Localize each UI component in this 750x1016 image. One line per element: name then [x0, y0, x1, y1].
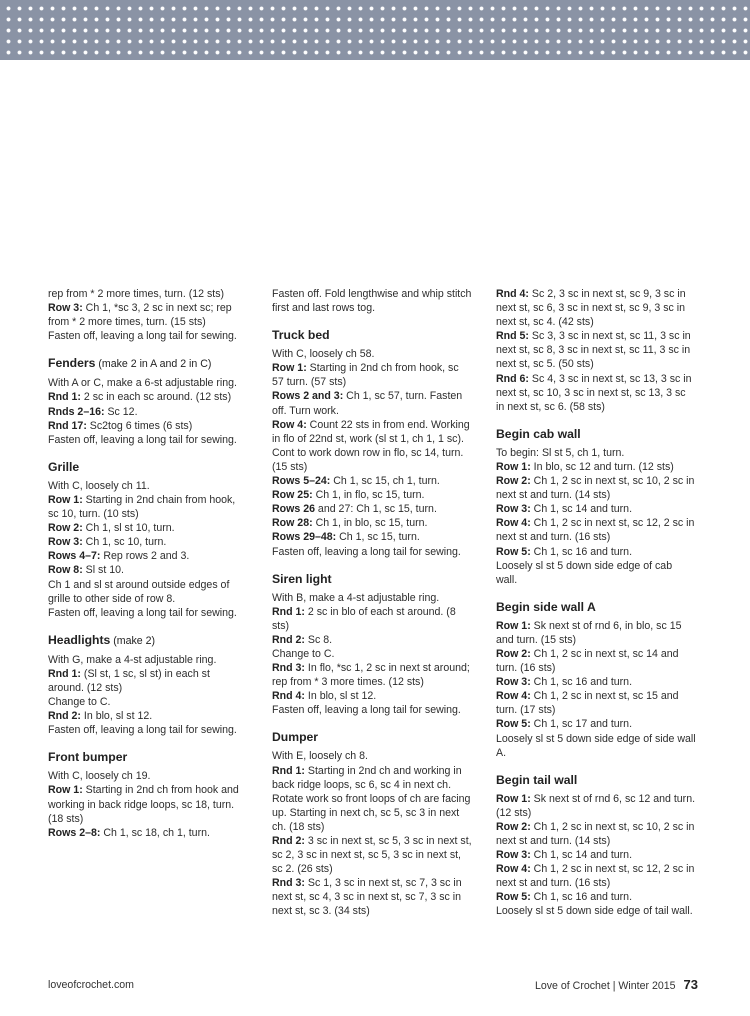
- footer-separator: |: [609, 980, 619, 992]
- instruction-line: [48, 433, 248, 447]
- column-1: [48, 287, 248, 840]
- instruction-line: [496, 502, 696, 516]
- section-heading-text: Front bumper: [48, 750, 128, 765]
- instruction-text: Ch 1, sc 16 and turn.: [530, 545, 633, 558]
- page-number: 73: [683, 977, 698, 992]
- instruction-line: [272, 633, 472, 647]
- instruction-line: [272, 474, 472, 488]
- instruction-line: [48, 376, 248, 390]
- instruction-line: [48, 563, 248, 577]
- section-heading-text: Begin cab wall: [496, 426, 581, 441]
- instruction-label: Row 5:: [496, 545, 531, 558]
- instruction-label: Row 4:: [496, 690, 531, 703]
- instruction-text: Ch 1, sc 15, turn.: [336, 531, 420, 544]
- instruction-line: [48, 667, 248, 695]
- instruction-line: [272, 689, 472, 703]
- section-heading-text: Begin tail wall: [496, 772, 578, 787]
- instruction-label: Row 1:: [496, 619, 531, 632]
- instruction-label: Row 3:: [48, 536, 83, 549]
- instruction-line: [272, 389, 472, 417]
- instruction-text: Fasten off, leaving a long tail for sewing.: [272, 704, 461, 717]
- instruction-label: Row 3:: [48, 302, 83, 315]
- instruction-label: Rnd 1:: [272, 605, 305, 618]
- section-heading: [272, 572, 472, 587]
- instruction-line: [48, 301, 248, 329]
- instruction-label: Rows 2 and 3:: [272, 390, 344, 403]
- instruction-line: [272, 347, 472, 361]
- instruction-label: Row 1:: [272, 362, 307, 375]
- instruction-line: [272, 418, 472, 474]
- instruction-line: [48, 493, 248, 521]
- section-heading: [48, 460, 248, 475]
- instruction-text: Ch 1, sl st 10, turn.: [82, 522, 175, 535]
- instruction-text: In blo, sl st 12.: [80, 710, 153, 723]
- instruction-line: [272, 749, 472, 763]
- instruction-text: rep from * 2 more times, turn. (12 sts): [48, 288, 225, 300]
- instruction-label: Rnd 1:: [272, 764, 305, 777]
- instruction-line: [496, 460, 696, 474]
- instruction-label: Rnd 6:: [496, 372, 529, 385]
- instruction-text: 2 sc in each sc around. (12 sts): [80, 391, 232, 404]
- instruction-text: Sc 12.: [104, 405, 138, 418]
- instruction-text: Ch 1, sc 17 and turn.: [530, 718, 633, 731]
- instruction-line: [496, 890, 696, 904]
- instruction-text: Change to C.: [48, 696, 111, 709]
- instruction-line: [496, 474, 696, 502]
- instruction-line: [272, 502, 472, 516]
- instruction-line: [496, 287, 696, 329]
- instruction-text: With C, loosely ch 19.: [48, 770, 151, 783]
- instruction-line: [272, 605, 472, 633]
- instruction-text: Ch 1, sc 16 and turn.: [530, 676, 633, 689]
- instruction-line: [48, 769, 248, 783]
- instruction-text: Sc 1, 3 sc in next st, sc 7, 3 sc in next st, sc 4, 3 sc in next st, sc 7, 3 sc in next st, sc 3. (34 sts): [272, 877, 462, 918]
- section-heading: [48, 356, 248, 372]
- instruction-label: Rnd 5:: [496, 330, 529, 343]
- instruction-line: [48, 578, 248, 606]
- instruction-line: [48, 653, 248, 667]
- instruction-label: Row 5:: [496, 718, 531, 731]
- instruction-line: [496, 516, 696, 544]
- instruction-text: With G, make a 4-st adjustable ring.: [48, 653, 217, 666]
- instruction-label: Rnd 2:: [272, 633, 305, 646]
- instruction-line: [48, 329, 248, 343]
- instruction-label: Row 5:: [496, 891, 531, 904]
- instruction-label: Rnd 3:: [272, 662, 305, 675]
- instruction-text: 3 sc in next st, sc 5, 3 sc in next st, sc 2, 3 sc in next st, sc 5, 3 sc in next st, sc 2. (26 sts): [272, 835, 472, 876]
- section-heading: [48, 750, 248, 765]
- instruction-text: Starting in 2nd chain from hook, sc 10, turn. (10 sts): [48, 493, 236, 521]
- instruction-label: Rows 4–7:: [48, 550, 101, 563]
- instruction-text: Ch 1, 2 sc in next st, sc 12, 2 sc in next st and turn. (16 sts): [496, 863, 695, 890]
- instruction-text: With B, make a 4-st adjustable ring.: [272, 591, 440, 604]
- instruction-label: Row 3:: [496, 849, 531, 862]
- instruction-text: Ch 1, sc 15, ch 1, turn.: [330, 475, 440, 488]
- instruction-line: [48, 390, 248, 404]
- instruction-text: Sk next st of rnd 6, in blo, sc 15 and turn. (15 sts): [496, 619, 682, 646]
- instruction-label: Row 1:: [48, 784, 83, 797]
- instruction-label: Row 4:: [496, 863, 531, 876]
- instruction-line: [272, 530, 472, 544]
- instruction-line: [48, 606, 248, 620]
- instruction-label: Row 3:: [496, 676, 531, 689]
- instruction-label: Row 1:: [496, 460, 531, 473]
- instruction-label: Rows 26: [272, 503, 315, 516]
- instruction-text: Sk next st of rnd 6, sc 12 and turn. (12 sts): [496, 792, 696, 819]
- instruction-line: [496, 904, 696, 918]
- instruction-line: [48, 709, 248, 723]
- instruction-label: Rows 5–24:: [272, 475, 331, 488]
- instruction-line: [496, 820, 696, 848]
- footer-issue: Winter 2015: [618, 980, 676, 992]
- polka-dot-banner: [0, 0, 750, 60]
- instruction-text: Count 22 sts in from end. Working in flo of 22nd st, work (sl st 1, ch 1, 1 sc). Cont to work down row in flo, sc 14, turn. (15 sts): [272, 418, 470, 473]
- footer-magazine: Love of Crochet: [534, 980, 610, 992]
- instruction-text: With C, loosely ch 58.: [272, 348, 375, 361]
- instruction-text: Ch 1, 2 sc in next st, sc 10, 2 sc in next st and turn. (14 sts): [496, 475, 695, 502]
- instruction-label: Row 1:: [496, 792, 531, 805]
- section-heading-text: Dumper: [272, 730, 319, 745]
- instruction-line: [272, 661, 472, 689]
- instruction-label: Row 2:: [496, 820, 531, 833]
- instruction-text: Fasten off. Fold lengthwise and whip stitch first and last rows tog.: [272, 288, 472, 315]
- instruction-label: Rnd 4:: [496, 288, 529, 300]
- instruction-line: [496, 689, 696, 717]
- instruction-text: Sc 2, 3 sc in next st, sc 9, 3 sc in next st, sc 6, 3 sc in next st, sc 9, 3 sc in next st, sc 4. (42 sts): [496, 288, 686, 329]
- instruction-text: 2 sc in blo of each st around. (8 sts): [272, 605, 456, 632]
- instruction-text: Ch 1, 2 sc in next st, sc 10, 2 sc in next st and turn. (14 sts): [496, 820, 695, 847]
- section-heading: [272, 730, 472, 745]
- section-heading: [48, 633, 248, 649]
- section-heading-text: Headlights: [48, 632, 111, 647]
- footer-website: loveofcrochet.com: [48, 979, 134, 991]
- instruction-line: [272, 545, 472, 559]
- instruction-line: [272, 591, 472, 605]
- instruction-text: Fasten off, leaving a long tail for sewing.: [48, 724, 237, 737]
- instruction-text: Ch 1, 2 sc in next st, sc 12, 2 sc in next st and turn. (16 sts): [496, 517, 695, 544]
- section-heading: [272, 328, 472, 343]
- section-heading: [496, 773, 696, 788]
- instruction-label: Row 3:: [496, 503, 531, 516]
- instruction-label: Rows 29–48:: [272, 531, 337, 544]
- instruction-text: In flo, *sc 1, 2 sc in next st around; rep from * 3 more times. (12 sts): [272, 662, 470, 689]
- instruction-line: [48, 695, 248, 709]
- instruction-line: [496, 372, 696, 414]
- instruction-text: To begin: Sl st 5, ch 1, turn.: [496, 446, 625, 459]
- instruction-label: Row 2:: [48, 522, 83, 535]
- instruction-line: [48, 723, 248, 737]
- instruction-text: (Sl st, 1 sc, sl st) in each st around. (12 sts): [48, 667, 210, 694]
- instruction-label: Row 25:: [272, 489, 313, 502]
- instruction-text: Sl st 10.: [82, 564, 124, 577]
- section-heading-text: Begin side wall A: [496, 599, 596, 614]
- instruction-text: Starting in 2nd ch from hook, sc 57 turn. (57 sts): [272, 362, 459, 389]
- instruction-text: Ch 1, 2 sc in next st, sc 15 and turn. (17 sts): [496, 690, 679, 717]
- instruction-text: With C, loosely ch 11.: [48, 479, 150, 492]
- section-heading: [496, 427, 696, 442]
- instruction-line: [272, 516, 472, 530]
- instruction-label: Rnd 4:: [272, 690, 305, 703]
- instruction-label: Row 4:: [496, 517, 531, 530]
- instruction-line: [496, 619, 696, 647]
- instruction-text: and 27: Ch 1, sc 15, turn.: [314, 503, 437, 516]
- instruction-line: [496, 675, 696, 689]
- instruction-line: [48, 479, 248, 493]
- instruction-line: [48, 419, 248, 433]
- instruction-label: Row 2:: [496, 475, 531, 488]
- section-heading-text: Siren light: [272, 571, 332, 586]
- instruction-text: Sc2tog 6 times (6 sts): [86, 419, 193, 432]
- instruction-text: Ch 1, sc 14 and turn.: [530, 503, 633, 516]
- instruction-line: [48, 826, 248, 840]
- instruction-line: [48, 549, 248, 563]
- instruction-line: [496, 848, 696, 862]
- instruction-text: Loosely sl st 5 down side edge of side wall A.: [496, 732, 696, 759]
- section-heading-note: (make 2 in A and 2 in C): [95, 358, 212, 371]
- instruction-text: Ch 1, sc 18, ch 1, turn.: [100, 826, 210, 839]
- instruction-text: Rep rows 2 and 3.: [100, 550, 190, 563]
- instruction-label: Rnd 2:: [272, 835, 305, 847]
- instruction-line: [496, 329, 696, 371]
- instruction-text: Starting in 2nd ch and working in back ridge loops, sc 6, sc 4 in next ch. Rotate work so front loops of ch are facing up. Starting in next ch, sc 5, sc 3 in next ch. (18 sts): [272, 764, 471, 833]
- instruction-text: In blo, sc 12 and turn. (12 sts): [530, 460, 674, 473]
- instruction-text: Ch 1, sc 16 and turn.: [530, 891, 633, 904]
- instruction-label: Row 28:: [272, 517, 313, 530]
- instruction-label: Rnd 17:: [48, 419, 87, 432]
- section-heading-text: Fenders: [48, 356, 96, 371]
- instruction-line: [48, 535, 248, 549]
- instruction-label: Row 4:: [272, 418, 307, 431]
- instruction-text: Ch 1, sc 57, turn. Fasten off. Turn work.: [272, 390, 463, 417]
- instruction-line: [496, 862, 696, 890]
- instruction-text: Ch 1, in flo, sc 15, turn.: [312, 489, 425, 502]
- instruction-text: Fasten off, leaving a long tail for sewing.: [48, 330, 237, 343]
- instruction-line: [48, 405, 248, 419]
- instruction-label: Rnd 1:: [48, 391, 81, 404]
- instruction-text: Loosely sl st 5 down side edge of tail wall.: [496, 905, 693, 918]
- section-heading-note: (make 2): [110, 634, 156, 647]
- instruction-label: Row 2:: [496, 647, 531, 660]
- column-2: [272, 287, 472, 919]
- instruction-text: Ch 1, *sc 3, 2 sc in next sc; rep from * 2 more times, turn. (15 sts): [48, 302, 232, 329]
- instruction-text: Change to C.: [272, 647, 335, 660]
- instruction-text: Ch 1, sc 14 and turn.: [530, 849, 633, 862]
- instruction-text: Sc 8.: [304, 633, 333, 646]
- instruction-line: [496, 647, 696, 675]
- instruction-label: Rnd 1:: [48, 667, 81, 680]
- instruction-text: Ch 1, sc 10, turn.: [82, 536, 167, 549]
- instruction-line: [496, 559, 696, 587]
- instruction-label: Rnd 3:: [272, 877, 305, 890]
- instruction-text: Starting in 2nd ch from hook and working in back ridge loops, sc 18, turn. (18 sts): [48, 784, 239, 825]
- footer-issue-info: [535, 977, 698, 992]
- instruction-text: With A or C, make a 6-st adjustable ring.: [48, 377, 238, 390]
- instruction-line: [272, 876, 472, 918]
- instruction-text: Sc 3, 3 sc in next st, sc 11, 3 sc in next st, sc 8, 3 sc in next st, sc 11, 3 sc in next st, sc 5. (50 sts): [496, 330, 691, 371]
- instruction-label: Rnd 2:: [48, 710, 81, 723]
- instruction-label: Rows 2–8:: [48, 826, 101, 839]
- instruction-line: [272, 703, 472, 717]
- instruction-line: [496, 792, 696, 820]
- instruction-label: Row 1:: [48, 493, 83, 506]
- instruction-line: [48, 521, 248, 535]
- instruction-line: [496, 446, 696, 460]
- instruction-text: Fasten off, leaving a long tail for sewing.: [272, 545, 461, 558]
- instruction-line: [272, 488, 472, 502]
- instruction-line: [496, 545, 696, 559]
- instruction-text: Ch 1, 2 sc in next st, sc 14 and turn. (16 sts): [496, 647, 679, 675]
- section-heading-text: Truck bed: [272, 328, 330, 343]
- instruction-line: [496, 732, 696, 760]
- instruction-text: Sc 4, 3 sc in next st, sc 13, 3 sc in next st, sc 10, 3 sc in next st, sc 13, 3 sc in next st, sc 6. (58 sts): [496, 372, 692, 413]
- instruction-text: Ch 1 and sl st around outside edges of grille to other side of row 8.: [48, 578, 230, 605]
- instruction-text: In blo, sl st 12.: [304, 690, 377, 703]
- instruction-text: Fasten off, leaving a long tail for sewing.: [48, 433, 237, 446]
- instruction-text: With E, loosely ch 8.: [272, 750, 368, 763]
- instruction-label: Row 8:: [48, 564, 83, 577]
- instruction-text: Ch 1, in blo, sc 15, turn.: [312, 517, 428, 530]
- instruction-line: [272, 764, 472, 834]
- instruction-label: Rnds 2–16:: [48, 405, 105, 418]
- instruction-text: Loosely sl st 5 down side edge of cab wall.: [496, 559, 673, 586]
- instruction-line: [48, 287, 248, 301]
- instruction-line: [272, 834, 472, 876]
- instruction-text: Fasten off, leaving a long tail for sewing.: [48, 606, 237, 619]
- section-heading-text: Grille: [48, 459, 80, 474]
- section-heading: [496, 600, 696, 615]
- instruction-line: [272, 647, 472, 661]
- instruction-line: [496, 717, 696, 731]
- instruction-line: [272, 287, 472, 315]
- instruction-line: [272, 361, 472, 389]
- instruction-line: [48, 783, 248, 825]
- column-3: [496, 287, 696, 919]
